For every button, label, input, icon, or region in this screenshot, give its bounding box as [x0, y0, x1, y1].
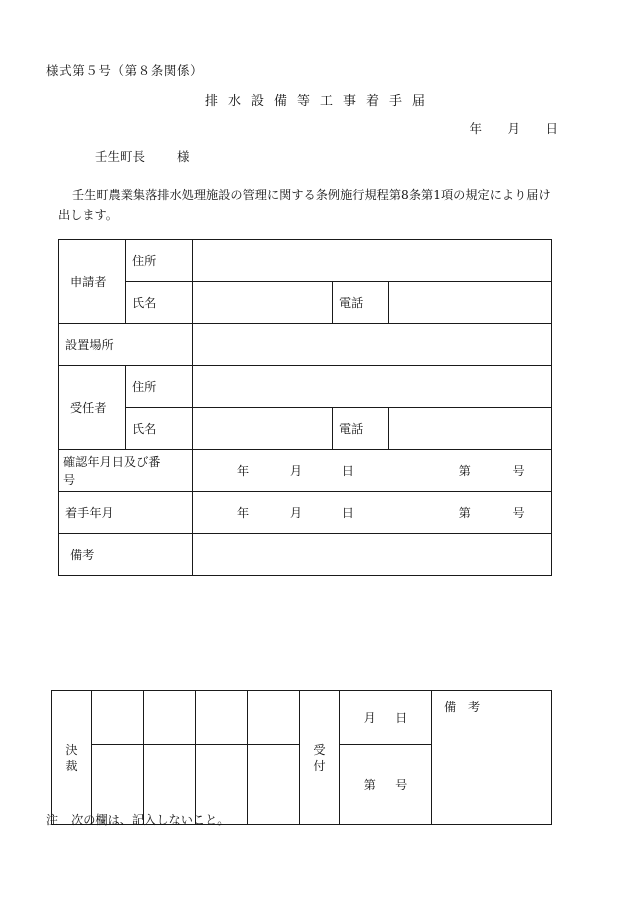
- date-day-label: 日: [545, 121, 558, 136]
- addressee-name: 壬生町長: [95, 149, 146, 164]
- date-line: [0, 119, 558, 137]
- approval-receipt-table: [51, 690, 552, 825]
- start-number-suffix: 号: [512, 506, 525, 520]
- confirm-label-line1: 確認年月日及び番: [63, 454, 161, 469]
- table-row-applicant-name: [59, 282, 552, 324]
- foot-remarks-cell[interactable]: [432, 691, 552, 825]
- applicant-name-label-cell: [126, 282, 193, 324]
- form-code: 様式第５号（第８条関係）: [46, 63, 204, 78]
- kessai-header-cell-2[interactable]: [144, 691, 196, 745]
- start-label-cell: [59, 492, 193, 534]
- name-label: 氏名: [132, 296, 157, 310]
- confirm-day-label: 日: [341, 464, 354, 478]
- applicant-address-label-cell: [126, 240, 193, 282]
- document-title: 排水設備等工事着手届: [204, 94, 435, 109]
- confirm-number-suffix: 号: [512, 464, 525, 478]
- table-row-applicant-address: [59, 240, 552, 282]
- phone-label-2: 電話: [339, 422, 364, 436]
- uketsuke-label-char1: 受: [313, 742, 326, 757]
- uketsuke-month-label: 月: [363, 711, 376, 725]
- start-date-value-cell[interactable]: [193, 492, 552, 534]
- kessai-label-char1: 決: [65, 742, 78, 757]
- table-row-contractor-address: [59, 366, 552, 408]
- applicant-phone-value[interactable]: [389, 282, 552, 324]
- date-month-label: 月: [507, 121, 521, 136]
- table-row-start-date: [59, 492, 552, 534]
- uketsuke-number-cell[interactable]: [340, 745, 432, 825]
- start-year-label: 年: [237, 506, 250, 520]
- remarks-label-cell: [59, 534, 193, 576]
- uketsuke-day-label: 日: [395, 711, 408, 725]
- footer-note: [46, 811, 230, 828]
- remarks-value[interactable]: [193, 534, 552, 576]
- table-row-remarks: [59, 534, 552, 576]
- foot-remarks-label: 備 考: [444, 700, 485, 714]
- main-form-table: [58, 239, 552, 576]
- phone-label: 電話: [339, 296, 364, 310]
- note-mark: 注: [46, 813, 59, 827]
- confirm-month-label: 月: [289, 464, 303, 478]
- uketsuke-number-suffix: 号: [395, 778, 408, 792]
- contractor-name-value[interactable]: [193, 408, 333, 450]
- table-row-confirm-date: [59, 450, 552, 492]
- contractor-address-label-cell: [126, 366, 193, 408]
- applicant-phone-label-cell: [333, 282, 389, 324]
- remarks-label: 備考: [70, 548, 95, 562]
- note-text: 次の欄は、記入しないこと。: [71, 813, 230, 827]
- kessai-header-cell-4[interactable]: [248, 691, 300, 745]
- uketsuke-date-cell[interactable]: [340, 691, 432, 745]
- addressee: [95, 147, 190, 165]
- table-row-contractor-name: [59, 408, 552, 450]
- date-year-label: 年: [469, 121, 483, 136]
- applicant-address-value[interactable]: [193, 240, 552, 282]
- contractor-phone-label-cell: [333, 408, 389, 450]
- contractor-phone-value[interactable]: [389, 408, 552, 450]
- start-number-prefix: 第: [458, 506, 471, 520]
- applicant-name-value[interactable]: [193, 282, 333, 324]
- confirm-year-label: 年: [237, 464, 250, 478]
- applicant-label: 申請者: [70, 275, 107, 289]
- contractor-name-label-cell: [126, 408, 193, 450]
- kessai-body-cell-4[interactable]: [248, 745, 300, 825]
- kessai-label-cell: [52, 691, 92, 825]
- contractor-label-cell: [59, 366, 126, 450]
- kessai-header-cell-1[interactable]: [92, 691, 144, 745]
- contractor-address-value[interactable]: [193, 366, 552, 408]
- location-label-cell: [59, 324, 193, 366]
- applicant-label-cell: [59, 240, 126, 324]
- body-paragraph: 壬生町農業集落排水処理施設の管理に関する条例施行規程第8条第1項の規定により届け出します。: [58, 188, 551, 222]
- uketsuke-number-prefix: 第: [363, 778, 376, 792]
- start-month-label: 月: [289, 506, 303, 520]
- foot-row-top: [52, 691, 552, 745]
- name-label-2: 氏名: [132, 422, 157, 436]
- confirm-number-prefix: 第: [458, 464, 471, 478]
- confirm-label-cell: [59, 450, 193, 492]
- location-value[interactable]: [193, 324, 552, 366]
- uketsuke-label-char2: 付: [313, 758, 326, 773]
- uketsuke-label-cell: [300, 691, 340, 825]
- start-label: 着手年月: [65, 506, 114, 520]
- kessai-label-char2: 裁: [65, 758, 78, 773]
- kessai-header-cell-3[interactable]: [196, 691, 248, 745]
- address-label-2: 住所: [132, 380, 157, 394]
- table-row-location: [59, 324, 552, 366]
- address-label: 住所: [132, 254, 157, 268]
- location-label: 設置場所: [65, 338, 114, 352]
- contractor-label: 受任者: [70, 401, 107, 415]
- confirm-label-line2: 号: [63, 472, 76, 487]
- confirm-date-value-cell[interactable]: [193, 450, 552, 492]
- addressee-honorific: 様: [177, 149, 190, 164]
- start-day-label: 日: [341, 506, 354, 520]
